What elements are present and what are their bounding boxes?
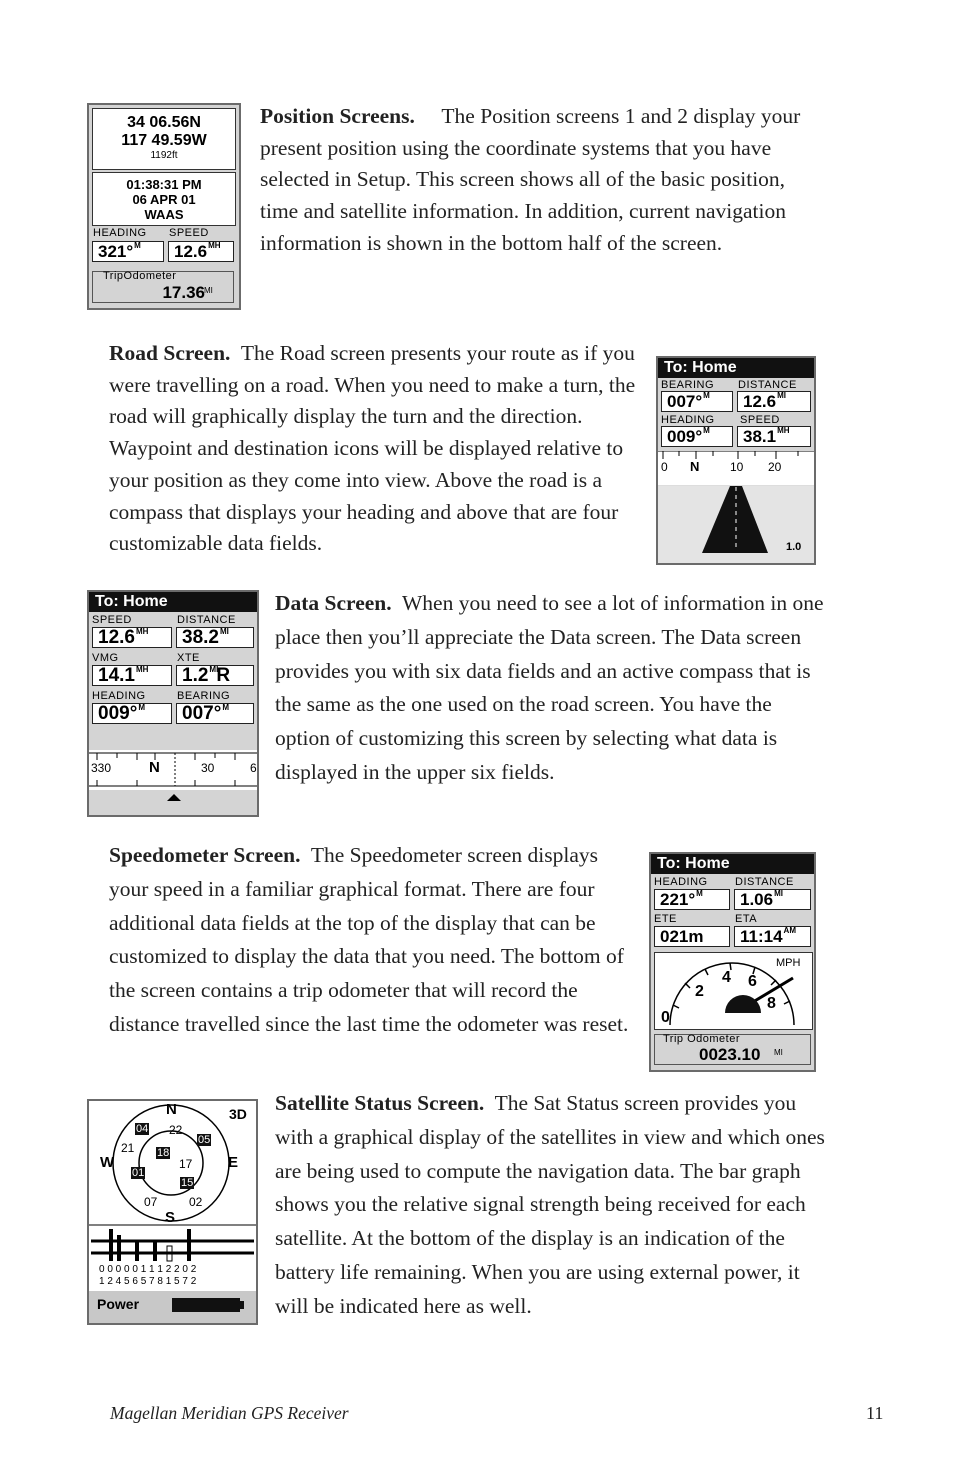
- compass-tick-north: N: [690, 459, 700, 474]
- ete-field: [654, 926, 730, 947]
- speed-label: SPEED: [92, 614, 132, 626]
- vmg-label: VMG: [92, 652, 119, 664]
- trip-unit: MI: [204, 286, 213, 295]
- speed-unit: MH: [777, 426, 790, 435]
- distance-label: DISTANCE: [177, 614, 236, 626]
- position-screens-body: The Position screens 1 and 2 display your present position using the coordinate systems that you have selected in Setup. This screen shows all of the basic position, time and satellite information. In addition, current navigation information is shown in the bottom half of the screen.: [260, 104, 801, 255]
- sat-01: 01: [132, 1167, 145, 1179]
- distance-value: 38.2: [182, 627, 219, 648]
- bearing-unit: M: [703, 391, 710, 400]
- compass-tick-10: 10: [730, 460, 744, 474]
- footer-title: Magellan Meridian GPS Receiver: [110, 1403, 349, 1423]
- heading-label: HEADING: [93, 227, 147, 239]
- speedometer-dial: [654, 952, 813, 1030]
- eta-value: 11:14: [740, 927, 783, 946]
- power-label: Power: [97, 1296, 140, 1312]
- sat-west: W: [100, 1154, 115, 1171]
- zoom-level: 1.0: [786, 541, 802, 553]
- speed-value: 12.6: [174, 242, 208, 261]
- sat-02: 02: [189, 1195, 203, 1209]
- sat-17: 17: [179, 1157, 193, 1171]
- eta-unit: AM: [783, 926, 796, 935]
- satellite-screen-image: [87, 1099, 258, 1325]
- bearing-field: [661, 391, 733, 412]
- position-coords-panel: [92, 108, 236, 170]
- coord-lat: 34 06.56N: [127, 114, 201, 131]
- sat-east: E: [228, 1154, 239, 1171]
- dial-8: 8: [767, 995, 776, 1012]
- heading-unit: M: [134, 241, 141, 250]
- trip-value: 0023.10: [699, 1045, 761, 1064]
- speed-value: 38.1: [743, 427, 777, 446]
- satellite-heading: Satellite Status Screen.: [275, 1091, 485, 1115]
- distance-unit: MI: [774, 889, 783, 898]
- speed-field: [168, 241, 234, 262]
- road-screen-heading: Road Screen.: [109, 341, 231, 365]
- bearing-value: 007°: [667, 392, 703, 411]
- eta-field: [734, 926, 811, 947]
- vmg-value: 14.1: [98, 665, 135, 686]
- speedometer-screen-image: [649, 852, 816, 1072]
- sat-north: N: [166, 1101, 177, 1118]
- speed-label: SPEED: [169, 227, 209, 239]
- sat-ids-top: 0 0 0 0 0 1 1 1 2 2 0 2: [99, 1264, 197, 1275]
- compass-tick-north: N: [149, 759, 160, 776]
- bearing-unit: M: [222, 703, 229, 712]
- speed-unit: MH: [135, 627, 149, 636]
- trip-odometer-panel: [654, 1034, 811, 1065]
- ete-label: ETE: [654, 913, 677, 925]
- vmg-field: [92, 665, 172, 686]
- heading-unit: M: [696, 889, 703, 898]
- heading-label: HEADING: [661, 414, 715, 426]
- waas-status: WAAS: [144, 207, 184, 222]
- sat-south: S: [165, 1209, 176, 1226]
- coord-lon: 117 49.59W: [121, 132, 207, 149]
- compass-tick-30: 30: [201, 761, 215, 775]
- data-screen-image: [87, 590, 259, 817]
- compass-ticks-graphic: [89, 750, 257, 790]
- position-arrow-icon: [167, 794, 181, 801]
- heading-value: 321°: [98, 242, 134, 261]
- position-time-panel: [92, 172, 236, 226]
- data-title: To: Home: [89, 592, 257, 612]
- sat-07: 07: [144, 1195, 158, 1209]
- fix-mode: 3D: [229, 1106, 247, 1122]
- trip-odometer-panel: [92, 271, 234, 303]
- compass-tick-20: 20: [768, 460, 782, 474]
- compass-strip: [89, 750, 257, 790]
- heading-value: 009°: [98, 703, 138, 724]
- trip-value: 17.36: [162, 283, 205, 302]
- xte-value: 1.2: [182, 665, 209, 686]
- speed-field: [92, 627, 172, 648]
- sat-18: 18: [157, 1147, 170, 1159]
- heading-value: 009°: [667, 427, 703, 446]
- xte-direction: R: [216, 665, 231, 686]
- heading-label: HEADING: [92, 690, 146, 702]
- speedo-title: To: Home: [651, 854, 814, 874]
- position-screens-paragraph: [260, 101, 825, 260]
- distance-label: DISTANCE: [735, 876, 794, 888]
- satellite-paragraph: [275, 1087, 825, 1324]
- trip-unit: MI: [774, 1048, 783, 1057]
- vmg-unit: MH: [135, 665, 149, 674]
- data-screen-heading: Data Screen.: [275, 591, 392, 615]
- distance-value: 1.06: [740, 890, 774, 909]
- road-screen-image: [656, 356, 816, 565]
- xte-unit: MI: [209, 665, 219, 674]
- sat-05: 05: [198, 1134, 211, 1146]
- dial-0: 0: [661, 1009, 670, 1026]
- satellite-body: The Sat Status screen provides you with a graphical display of the satellites in view and which ones are being used to compute the navigation data. The bar graph shows you the relative signal strength being received for each satellite. At the bottom of the display is an indication of the battery life remaining. When you are using external power, it will be indicated here as well.: [275, 1091, 825, 1318]
- distance-label: DISTANCE: [738, 379, 797, 391]
- position-screen-image: [87, 103, 241, 310]
- sat-ids-bottom: 1 2 4 5 6 5 7 8 1 5 7 2: [99, 1276, 197, 1287]
- page-number: 11: [866, 1403, 884, 1423]
- heading-field: [92, 241, 164, 262]
- eta-label: ETA: [735, 913, 758, 925]
- mph-label: MPH: [776, 957, 801, 969]
- heading-unit: M: [138, 703, 145, 712]
- altitude: 1192ft: [150, 150, 178, 161]
- heading-field: [92, 703, 172, 724]
- ete-value: 021m: [660, 927, 704, 946]
- distance-field: [737, 391, 811, 412]
- data-screen-paragraph: [275, 587, 825, 790]
- heading-field: [654, 889, 730, 910]
- distance-unit: MI: [219, 627, 229, 636]
- speed-field: [737, 426, 811, 447]
- road-screen-body: The Road screen presents your route as if you were travelling on a road. When you need to make a turn, the road will graphically display the turn and the direction. Waypoint and destination icons will be displayed relative to your position as they come into view. Above the road is a compass that displays your heading and above that are four customizable data fields.: [109, 341, 636, 556]
- trip-label: TripOdometer: [103, 270, 177, 282]
- speedometer-heading: Speedometer Screen.: [109, 843, 301, 867]
- compass-tick-0: 0: [661, 460, 668, 474]
- distance-value: 12.6: [743, 392, 777, 411]
- data-screen-body: When you need to see a lot of information in one place then you’ll appreciate the Data screen. The Data screen provides you with six data fields and an active compass that is the same as the one used on the road screen. You have the option of customizing this screen by selecting what data is displayed in the upper six fields.: [275, 591, 824, 784]
- bearing-label: BEARING: [661, 379, 715, 391]
- battery-icon: [171, 1297, 172, 1298]
- sat-04: 04: [136, 1123, 149, 1135]
- distance-field: [176, 627, 254, 648]
- speedometer-paragraph: [109, 839, 637, 1042]
- speed-unit: MH: [208, 241, 221, 250]
- road-title: To: Home: [658, 358, 814, 378]
- date-value: 06 APR 01: [132, 192, 196, 207]
- dial-6: 6: [748, 973, 757, 990]
- speed-label: SPEED: [740, 414, 780, 426]
- road-view: [658, 451, 814, 563]
- trip-label: Trip Odometer: [663, 1033, 741, 1045]
- xte-field: [176, 665, 254, 686]
- bearing-value: 007°: [182, 703, 222, 724]
- bearing-label: BEARING: [177, 690, 231, 702]
- road-screen-paragraph: [109, 338, 643, 560]
- xte-label: XTE: [177, 652, 200, 664]
- bearing-field: [176, 703, 254, 724]
- distance-unit: MI: [777, 391, 786, 400]
- sat-22: 22: [169, 1123, 183, 1137]
- heading-field: [661, 426, 733, 447]
- compass-tick-60: 6: [250, 761, 257, 775]
- speed-value: 12.6: [98, 627, 135, 648]
- time-value: 01:38:31 PM: [126, 177, 202, 192]
- position-screens-heading: Position Screens.: [260, 104, 415, 128]
- speedometer-body: The Speedometer screen displays your speed in a familiar graphical format. There are four additional data fields at the top of the display that can be customized to display the data that you need. The bottom of the screen contains a trip odometer that will record the distance travelled since the last time the odometer was reset.: [109, 843, 629, 1036]
- heading-unit: M: [703, 426, 710, 435]
- heading-label: HEADING: [654, 876, 708, 888]
- sat-21: 21: [121, 1141, 135, 1155]
- dial-2: 2: [695, 983, 704, 1000]
- compass-tick-330: 330: [91, 761, 112, 775]
- sat-15: 15: [181, 1177, 194, 1189]
- heading-value: 221°: [660, 890, 696, 909]
- dial-4: 4: [722, 969, 731, 986]
- distance-field: [734, 889, 811, 910]
